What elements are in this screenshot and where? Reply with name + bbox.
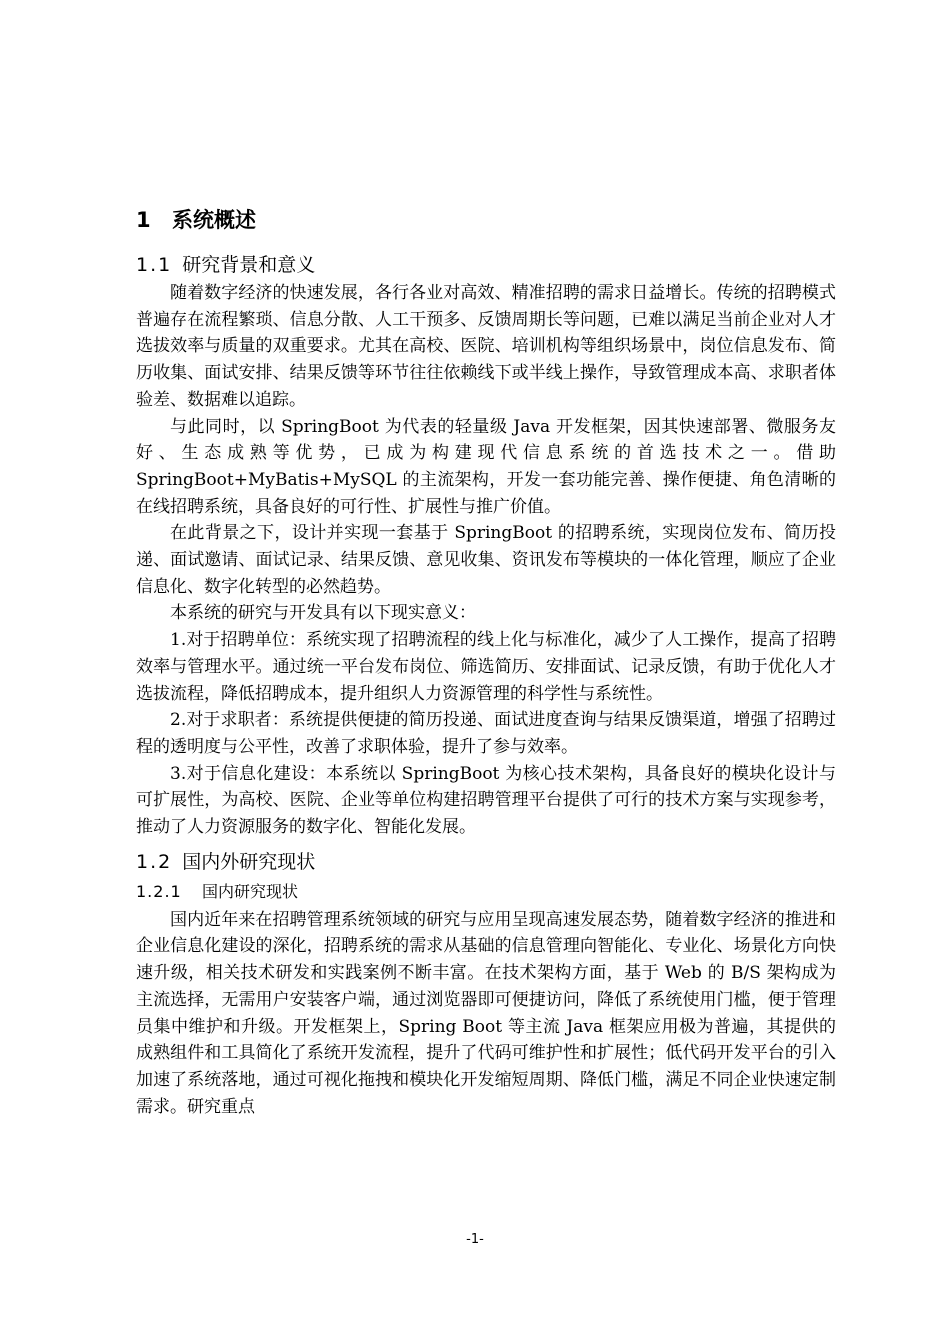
section-heading-1-2 bbox=[136, 847, 836, 877]
body-paragraph: 2.对于求职者：系统提供便捷的简历投递、面试进度查询与结果反馈渠道，增强了招聘过程的透明度与公平性，改善了求职体验，提升了参与效率。 bbox=[136, 710, 836, 757]
subsection-number: 1.2.1 bbox=[136, 881, 182, 901]
body-paragraph: 国内近年来在招聘管理系统领域的研究与应用呈现高速发展态势，随着数字经济的推进和企业信息化建设的深化，招聘系统的需求从基础的信息管理向智能化、专业化、场景化方向快速升级，相关技术研发和实践案例不断丰富。在技术架构方面，基于 Web 的 B/S 架构成为主流选择，无需用户安装客户端，通过浏览器即可便捷访问，降低了系统使用门槛，便于管理员集中维护和升级。开发框架上，Spring Boot 等主流 Java 框架应用极为普遍，其提供的成熟组件和工具简化了系统开发流程，提升了代码可维护性和扩展性；低代码开发平台的引入加速了系统落地，通过可视化拖拽和模块化开发缩短周期、降低门槛，满足不同企业快速定制需求。研究重点 bbox=[136, 909, 836, 1117]
chapter-number: 1 bbox=[136, 208, 151, 232]
chapter-heading bbox=[136, 200, 836, 240]
body-paragraph: 在此背景之下，设计并实现一套基于 SpringBoot 的招聘系统，实现岗位发布、简历投递、面试邀请、面试记录、结果反馈、意见收集、资讯发布等模块的一体化管理，顺应了企业信息化、数字化转型的必然趋势。 bbox=[136, 523, 836, 597]
section-title: 研究背景和意义 bbox=[182, 254, 316, 276]
section-number: 1.2 bbox=[136, 850, 173, 873]
body-paragraph: 3.对于信息化建设：本系统以 SpringBoot 为核心技术架构，具备良好的模块化设计与可扩展性，为高校、医院、企业等单位构建招聘管理平台提供了可行的技术方案与实现参考，推动了人力资源服务的数字化、智能化发展。 bbox=[136, 763, 836, 838]
body-paragraph: 与此同时，以 SpringBoot 为代表的轻量级 Java 开发框架，因其快速部署、微服务友好、生态成熟等优势，已成为构建现代信息系统的首选技术之一。借助 SpringBoot+MyBatis+MySQL 的主流架构，开发一套功能完善、操作便捷、角色清晰的在线招聘系统，具备良好的可行性、扩展性与推广价值。 bbox=[136, 416, 836, 517]
subsection-heading-1-2-1 bbox=[136, 877, 836, 907]
subsection-title: 国内研究现状 bbox=[202, 881, 299, 901]
body-paragraph: 本系统的研究与开发具有以下现实意义： bbox=[170, 603, 476, 624]
page-number: -1- bbox=[466, 1232, 484, 1247]
body-paragraph: 随着数字经济的快速发展，各行各业对高效、精准招聘的需求日益增长。传统的招聘模式普遍存在流程繁琐、信息分散、人工干预多、反馈周期长等问题，已难以满足当前企业对人才选拔效率与质量的双重要求。尤其在高校、医院、培训机构等组织场景中，岗位信息发布、简历收集、面试安排、结果反馈等环节往往依赖线下或半线上操作，导致管理成本高、求职者体验差、数据难以追踪。 bbox=[136, 283, 836, 410]
section-number: 1.1 bbox=[136, 254, 173, 276]
page-content bbox=[136, 200, 836, 1120]
body-paragraph: 1.对于招聘单位：系统实现了招聘流程的线上化与标准化，减少了人工操作，提高了招聘效率与管理水平。通过统一平台发布岗位、筛选简历、安排面试、记录反馈，有助于优化人才选拔流程，降低招聘成本，提升组织人力资源管理的科学性与系统性。 bbox=[136, 630, 836, 704]
section-title: 国内外研究现状 bbox=[182, 850, 316, 873]
section-heading-1-1 bbox=[136, 250, 836, 280]
chapter-title: 系统概述 bbox=[172, 208, 256, 232]
